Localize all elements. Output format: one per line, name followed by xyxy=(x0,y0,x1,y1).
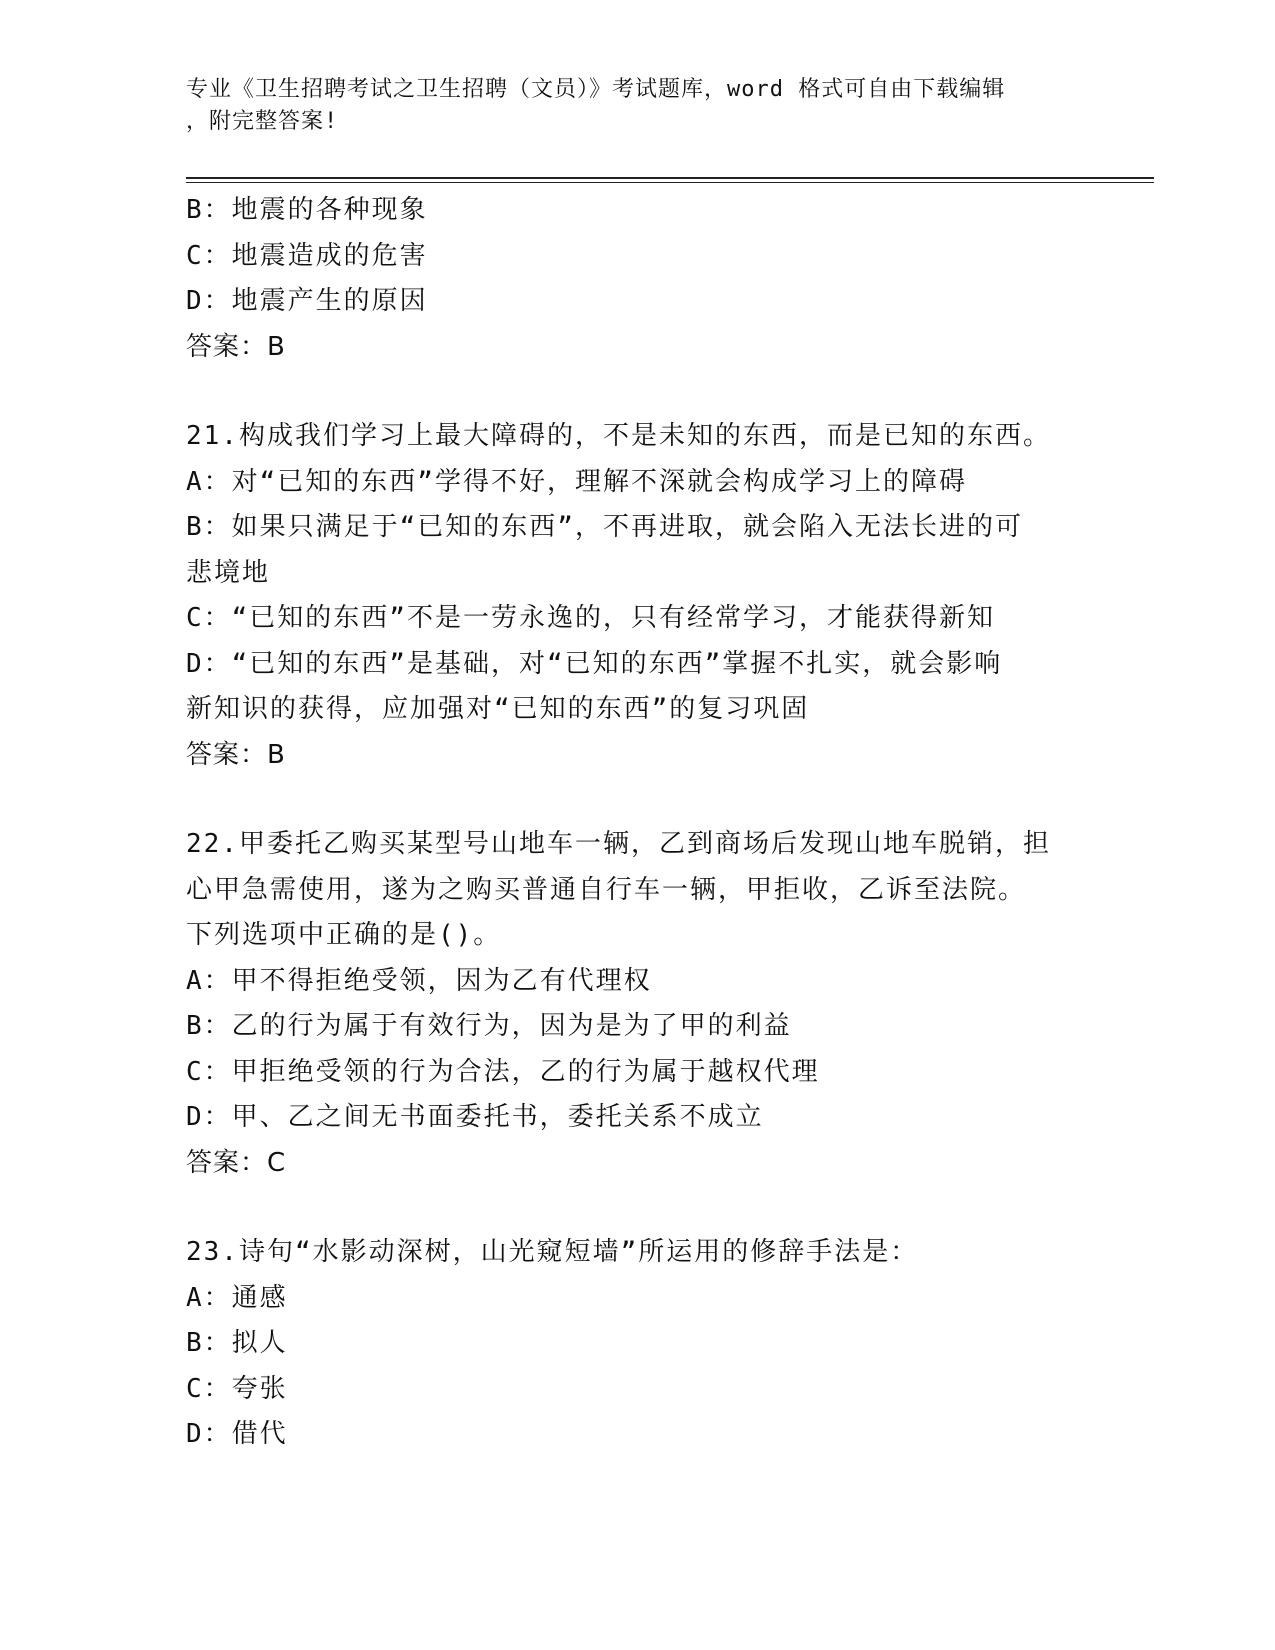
option-c: C：甲拒绝受领的行为合法，乙的行为属于越权代理 xyxy=(186,1056,820,1087)
page-header xyxy=(186,74,1066,138)
option-b: B：拟人 xyxy=(186,1328,288,1358)
option-d: D：地震产生的原因 xyxy=(186,286,428,316)
option-d: D：甲、乙之间无书面委托书，委托关系不成立 xyxy=(186,1102,764,1132)
spacer xyxy=(186,778,1086,822)
question-21-block xyxy=(186,414,1086,778)
option-d-line-1: D：“已知的东西”是基础，对“已知的东西”掌握不扎实，就会影响 xyxy=(186,648,1003,679)
header-rule-thin xyxy=(186,182,1154,183)
answer: 答案：B xyxy=(186,331,286,362)
prev-question-block xyxy=(186,188,1086,370)
question-22-block xyxy=(186,822,1086,1186)
option-b-line-2: 悲境地 xyxy=(186,557,271,588)
spacer xyxy=(186,1186,1086,1230)
option-c: C：“已知的东西”不是一劳永逸的，只有经常学习，才能获得新知 xyxy=(186,603,995,633)
option-b: B：乙的行为属于有效行为，因为是为了甲的利益 xyxy=(186,1011,792,1041)
option-a: A：通感 xyxy=(186,1282,288,1313)
option-b-line-1: B：如果只满足于“已知的东西”，不再进取，就会陷入无法长进的可 xyxy=(186,512,1023,542)
header-line-1: 专业《卫生招聘考试之卫生招聘（文员）》考试题库，word 格式可自由下载编辑 xyxy=(186,77,1006,102)
question-23-block xyxy=(186,1230,1086,1458)
header-line-2: ，附完整答案! xyxy=(186,109,339,134)
question-stem: 21.构成我们学习上最大障碍的，不是未知的东西，而是已知的东西。 xyxy=(186,421,1051,451)
option-c: C：地震造成的危害 xyxy=(186,240,428,271)
header-rule-thick xyxy=(186,177,1154,179)
option-a: A：甲不得拒绝受领，因为乙有代理权 xyxy=(186,965,652,996)
option-d: D：借代 xyxy=(186,1419,288,1449)
option-a: A：对“已知的东西”学得不好，理解不深就会构成学习上的障碍 xyxy=(186,466,967,497)
spacer xyxy=(186,370,1086,414)
question-content xyxy=(186,188,1086,1458)
question-stem-line-1: 22.甲委托乙购买某型号山地车一辆，乙到商场后发现山地车脱销，担 xyxy=(186,829,1051,859)
option-b: B：地震的各种现象 xyxy=(186,195,428,225)
question-stem-line-2: 心甲急需使用，遂为之购买普通自行车一辆，甲拒收，乙诉至法院。 xyxy=(186,874,1027,905)
option-c: C：夸张 xyxy=(186,1373,288,1404)
option-d-line-2: 新知识的获得，应加强对“已知的东西”的复习巩固 xyxy=(186,694,810,724)
answer: 答案：B xyxy=(186,739,286,770)
question-stem-line-3: 下列选项中正确的是()。 xyxy=(186,920,502,950)
answer: 答案：C xyxy=(186,1147,287,1178)
question-stem: 23.诗句“水影动深树，山光窥短墙”所运用的修辞手法是： xyxy=(186,1237,919,1267)
